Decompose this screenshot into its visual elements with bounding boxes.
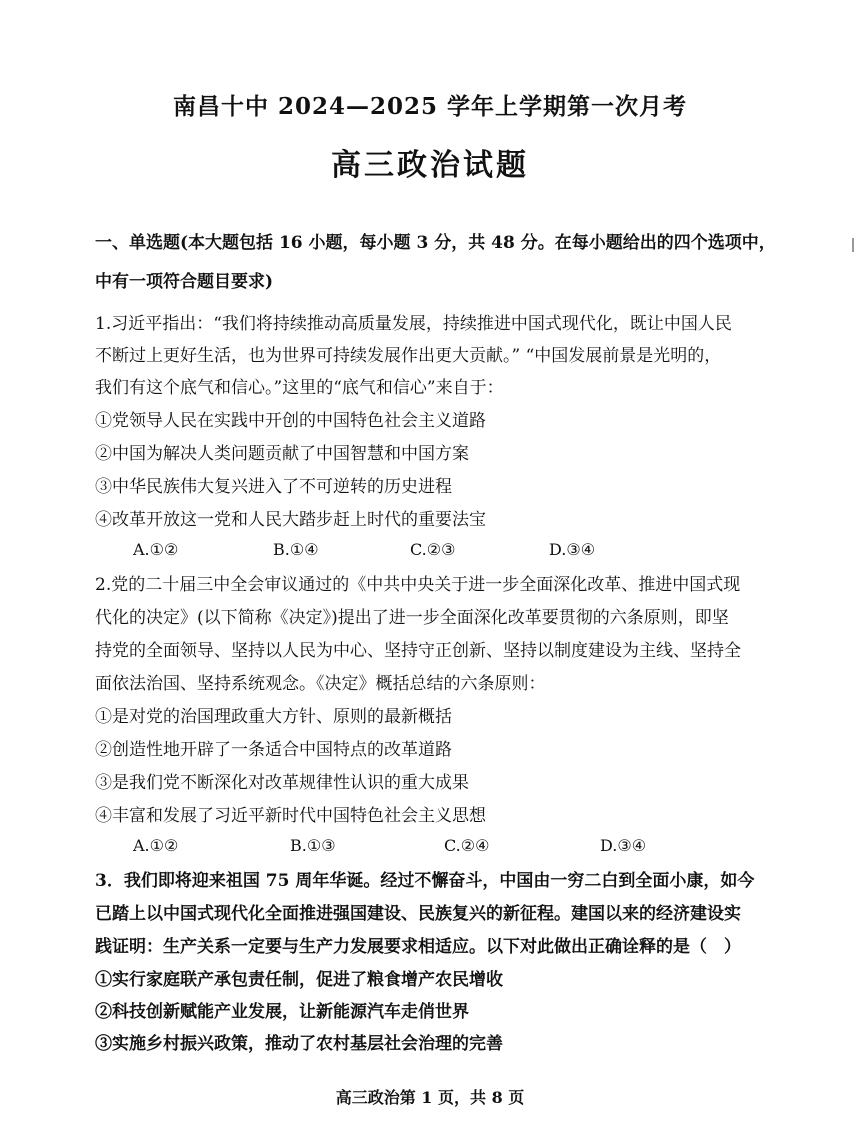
option-d: D.③④ bbox=[549, 540, 596, 559]
question-stem-line: 已踏上以中国式现代化全面推进强国建设、民族复兴的新征程。建国以来的经济建设实 bbox=[95, 904, 741, 924]
section-heading-cont: 中有一项符合题目要求) bbox=[95, 272, 274, 292]
question-stem-line: 1.习近平指出：“我们将持续推动高质量发展，持续推进中国式现代化，既让中国人民 bbox=[95, 314, 732, 334]
option-a: A.①② bbox=[133, 540, 179, 559]
statement-item: ④改革开放这一党和人民大踏步赶上时代的重要法宝 bbox=[95, 510, 486, 530]
option-a: A.①② bbox=[133, 836, 179, 855]
statement-item: ③实施乡村振兴政策，推动了农村基层社会治理的完善 bbox=[95, 1034, 503, 1054]
question-stem-line: 我们有这个底气和信心。”这里的“底气和信心”来自于： bbox=[95, 378, 504, 398]
statement-item: ②科技创新赋能产业发展，让新能源汽车走俏世界 bbox=[95, 1002, 469, 1022]
statement-item: ②创造性地开辟了一条适合中国特点的改革道路 bbox=[95, 740, 452, 760]
option-b: B.①③ bbox=[290, 836, 336, 855]
question-stem-line: 3．我们即将迎来祖国 75 周年华诞。经过不懈奋斗，中国由一穷二白到全面小康，如今 bbox=[95, 871, 755, 891]
statement-item: ③中华民族伟大复兴进入了不可逆转的历史进程 bbox=[95, 477, 452, 497]
option-d: D.③④ bbox=[600, 836, 647, 855]
question-stem-line: 2.党的二十届三中全会审议通过的《中共中央关于进一步全面深化改革、推进中国式现 bbox=[95, 575, 741, 595]
statement-item: ③是我们党不断深化对改革规律性认识的重大成果 bbox=[95, 773, 469, 793]
option-b: B.①④ bbox=[273, 540, 319, 559]
scan-edge-mark bbox=[852, 238, 854, 252]
question-stem-line: 不断过上更好生活，也为世界可持续发展作出更大贡献。” “中国发展前景是光明的， bbox=[95, 346, 722, 366]
option-c: C.②③ bbox=[410, 540, 456, 559]
answer-options bbox=[0, 836, 860, 858]
exam-title: 南昌十中 2024—2025 学年上学期第一次月考 bbox=[172, 93, 688, 120]
question-stem-line: 践证明：生产关系一定要与生产力发展要求相适应。以下对此做出正确诠释的是（ ） bbox=[95, 937, 741, 957]
page-footer: 高三政治第 1 页，共 8 页 bbox=[335, 1088, 525, 1107]
question-stem-line: 面依法治国、坚持系统观念。《决定》概括总结的六条原则： bbox=[95, 674, 546, 694]
subject-title: 高三政治试题 bbox=[331, 148, 529, 183]
section-heading: 一、单选题(本大题包括 16 小题，每小题 3 分，共 48 分。在每小题给出的四个选项中， bbox=[95, 233, 776, 253]
statement-item: ①实行家庭联产承包责任制，促进了粮食增产农民增收 bbox=[95, 970, 503, 990]
question-stem-line: 代化的决定》(以下简称《决定》)提出了进一步全面深化改革要贯彻的六条原则，即坚 bbox=[95, 608, 729, 628]
statement-item: ①党领导人民在实践中开创的中国特色社会主义道路 bbox=[95, 411, 486, 431]
statement-item: ④丰富和发展了习近平新时代中国特色社会主义思想 bbox=[95, 806, 486, 826]
option-c: C.②④ bbox=[444, 836, 490, 855]
statement-item: ①是对党的治国理政重大方针、原则的最新概括 bbox=[95, 707, 452, 727]
question-stem-line: 持党的全面领导、坚持以人民为中心、坚持守正创新、坚持以制度建设为主线、坚持全 bbox=[95, 641, 741, 661]
answer-options bbox=[0, 540, 860, 562]
statement-item: ②中国为解决人类问题贡献了中国智慧和中国方案 bbox=[95, 444, 469, 464]
